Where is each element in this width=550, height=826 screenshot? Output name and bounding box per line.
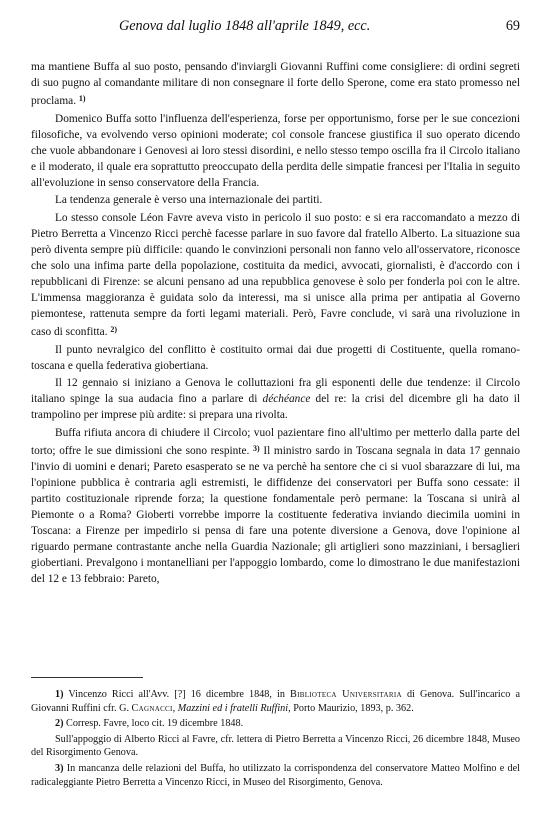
footnote-ref-3: 3) (253, 444, 260, 454)
footnote-1-library: Biblioteca Universitaria (290, 689, 402, 700)
footnote-1-book-title: Mazzini ed i fratelli Ruffini (177, 702, 289, 714)
footnote-separator (31, 677, 143, 678)
footnote-3-number: 3) (55, 762, 64, 774)
footnote-1-number: 1) (55, 689, 64, 700)
running-title: Genova dal luglio 1848 all'aprile 1849, ecc. (119, 18, 371, 34)
footnote-1 (31, 688, 520, 715)
paragraph-6 (31, 375, 520, 423)
paragraph-6-italic: déchéance (262, 393, 311, 406)
paragraph-3: La tendenza generale è verso una internazionale dei partiti. (55, 194, 323, 207)
paragraph-4-text: Lo stesso console Léon Favre aveva visto in pericolo il suo posto: e si era raccomandato a mezzo di Pietro Berretta a Vincenzo Ricci perchè facesse parlare in suo favore dal fratello Alberto. La situazione sua però diventa sempre più difficile: quando le convinzioni personali non fanno velo all'osservatore, riconosce che solo una infima parte della popolazione, costituita da medici, avvocati, giornalisti, è d'accordo con i repubblicani di Firenze: se alcuni pensano ad una repubblica genovese è solo per fonderla poi con le altre. L'immensa maggioranza è guidata solo da interessi, ma si unisce alla prima per antipatia al Governo piemontese, rattenuta sempre da forti legami materiali. Però, Favre conclude, vi sarà una rivoluzione in caso di sconfitta. (31, 211, 520, 339)
paragraph-5: Il punto nevralgico del conflitto è costituito ormai dai due progetti di Costituente, quella romano-toscana e quella federativa giobertiana. (31, 343, 520, 372)
footnote-2-continued: Sull'appoggio di Alberto Ricci al Favre, cfr. lettera di Pietro Berretta a Vincenzo Ricci, 26 dicembre 1848, Museo del Risorgimento Genova. (31, 733, 520, 759)
footnote-ref-2: 2) (110, 325, 118, 335)
footnotes (31, 688, 520, 791)
running-header (31, 18, 520, 38)
footnote-1-text-c: , (172, 702, 178, 714)
paragraph-6-text-b: del re: la crisi del dicembre gli ha dato il trampolino per imprese più ardite: si prepara una rivolta. (31, 393, 520, 422)
footnote-2 (31, 717, 520, 731)
footnote-1-text-d: , Porto Maurizio, 1893, p. 362. (288, 702, 414, 714)
page-number: 69 (505, 18, 520, 34)
paragraph-7-text-b: Il ministro sardo in Toscana segnala in data 17 gennaio l'invio di uomini e denari; Pareto esasperato se ne va perchè ha sentore che ci si vuol sbarazzare di lui, ma l'opinione pubblica è contraria agli estremisti, le diffidenze dei conservatori per Buffa sono cessate: il partito costituzionale riprende forza; la questione fondamentale però permane: la Toscana si unirà al Piemonte o a Roma? Gioberti vorrebbe imporre la costituente federativa inviando diecimila uomini in Toscana: a Firenze per impedirlo si pensa di fare una potente diversione a Genova, dove l'opinione al riguardo permane contrastante anche nella Guardia Nazionale; gli artiglieri sono mazziniani, i bersaglieri giobertiani. Prevalgono i montanellìani per l'appoggio lombardo, come lo dimostrano le due manifestazioni del 12 e 13 febbraio: Pareto, (31, 445, 521, 586)
footnote-1-author: Cagnacci (131, 702, 173, 714)
paragraph-7 (31, 425, 520, 587)
footnote-1-text-a: Vincenzo Ricci all'Avv. [?] 16 dicembre 1848, in (63, 689, 291, 700)
footnote-2-text: Corresp. Favre, loco cit. 19 dicembre 1848. (63, 718, 244, 730)
footnote-ref-1: 1) (78, 94, 86, 104)
footnote-1-text-b: di Genova. Sull'incarico a Giovanni Ruffini cfr. G. (31, 689, 520, 714)
paragraph-1-text: ma mantiene Buffa al suo posto, pensando d'inviargli Giovanni Ruffini come consigliere: di ordini segreti di suo pugno al comandante militare di non consegnare il forte dello Sperone, come era stato promesso nel proclama. (31, 61, 520, 108)
paragraph-7-text-a: Buffa rifiuta ancora di chiudere il Circolo; vuol pazientare fino all'ultimo per metterlo dalla parte del torto; offre le sue dimissioni che sono respinte. (31, 427, 520, 458)
paragraph-4 (31, 210, 520, 340)
paragraph-1 (31, 59, 520, 109)
paragraph-6-text-a: Il 12 gennaio si iniziano a Genova le colluttazioni fra gli esponenti delle due tendenze: il Circolo italiano spinge la sua audacia fino a parlare di (31, 377, 520, 406)
main-text (31, 59, 520, 589)
footnote-3-text: In mancanza delle relazioni del Buffa, ho utilizzato la corrispondenza del conservatore Matteo Molfino e del radicaleggiante Pietro Berretta a Vincenzo Ricci, in Museo del Risorgimento, Genova. (31, 762, 520, 788)
footnote-3 (31, 762, 520, 789)
paragraph-2: Domenico Buffa sotto l'influenza dell'esperienza, forse per opportunismo, forse per le sue concezioni filosofiche, va evolvendo verso opinioni moderate; col console francese giustifica il suo operato dicendo che vuole abbandonare i Genovesi ai loro stessi disordini, e nello stesso tempo oscilla fra il Circolo italiano e il moderato, il quale era soprattutto preoccupato della perdita delle simpatie francesi per l'Italia in seguito all'evoluzione in senso conservatore della Francia. (31, 112, 520, 189)
footnote-2-number: 2) (55, 718, 64, 730)
